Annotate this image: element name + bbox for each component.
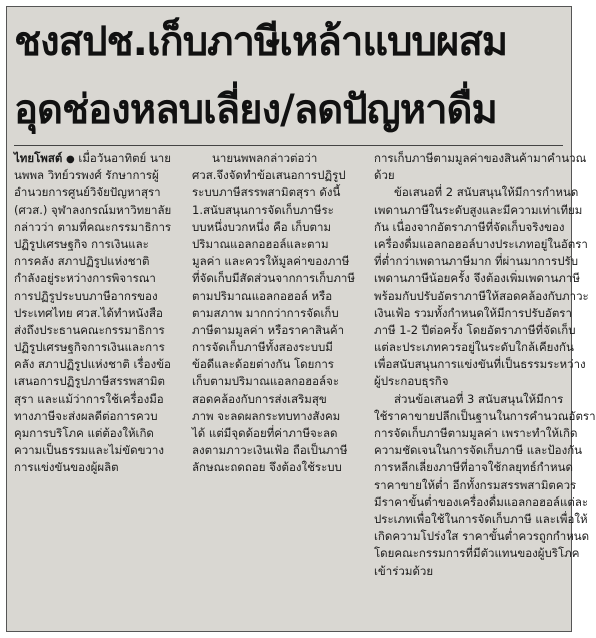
text-line: ที่จัดเก็บมีสัดส่วนจากการเก็บภาษี xyxy=(192,271,355,286)
text-line: ราคาขายให้ต่ำ อีกทั้งกรมสรรพสามิตควร xyxy=(374,477,577,492)
text-line: การจัดเก็บภาษีทั้งสองระบบมี xyxy=(192,340,333,355)
text-line: บบหนึ่งบวกหนึ่ง คือ เก็บตาม xyxy=(192,219,332,234)
text-line: ลักษณะถดถอย จึงต้องใช้ระบบ xyxy=(192,460,342,475)
text-line: มูลค่า และควรให้มูลค่าของภาษี xyxy=(192,254,350,269)
text-line: ภาษี 1-2 ปีต่อครั้ง โดยอัตราภาษีที่จัดเก็บ xyxy=(374,322,576,337)
text-line: ปฏิรูปเศรษฐกิจการเงินและการ xyxy=(14,340,165,355)
text-line: คลัง สภาปฏิรูปแห่งชาติ เรื่องข้อ xyxy=(14,357,171,372)
text-line: เสนอการปฏิรูปภาษีสรรพสามิต xyxy=(14,374,165,389)
byline-line xyxy=(14,150,182,167)
text-line: (ศวส.) จุฬาลงกรณ์มหาวิทยาลัย xyxy=(14,202,172,217)
text-line: ที่ต่ำกว่าเพดานภาษีมาก ที่ผ่านมาการปรับ xyxy=(374,254,579,269)
text-line: ปฏิรูปเศรษฐกิจ การเงินและ xyxy=(14,236,149,251)
text-line: 1.สนับสนุนการจัดเก็บภาษีระ xyxy=(192,202,334,217)
text-line: ใช้ราคาขายปลีกเป็นฐานในการคำนวณอัตรา xyxy=(374,408,596,423)
text-line: สอดคล้องกับการส่งเสริมสุข xyxy=(192,391,327,406)
text-line: นพพล วิทย์วรพงศ์ รักษาการผู้ xyxy=(14,168,159,183)
text-line: เพื่อสนับสนุนการแข่งขันที่เป็นธรรมระหว่าง xyxy=(374,357,586,372)
text-line: การเก็บภาษีตามมูลค่าของสินค้ามาคำนวณ xyxy=(374,151,587,165)
text-line: การจัดเก็บภาษีตามมูลค่า เพราะทำให้เกิด xyxy=(374,426,578,440)
text-line: พร้อมกับปรับอัตราภาษีให้สอดคล้องกับภาวะ xyxy=(374,288,589,303)
text-line: อำนวยการศูนย์วิจัยปัญหาสุรา xyxy=(14,185,161,200)
article-column-1 xyxy=(14,150,182,477)
text-line: ทางภาษีจะส่งผลดีต่อการควบ xyxy=(14,408,158,423)
text-line: ข้อเสนอที่ 2 สนับสนุนให้มีการกำหนด xyxy=(394,185,579,200)
text-line: คุมการบริโภค แต่ต้องให้เกิด xyxy=(14,426,154,440)
text-line: การคลัง สภาปฏิรูปแห่งชาติ xyxy=(14,254,150,269)
text-line: กำลังอยู่ระหว่างการพิจารณา xyxy=(14,271,156,286)
text-line: ความชัดเจนในการจัดเก็บภาษี และป้องกัน xyxy=(374,443,583,458)
text-line: เพดานภาษีน้อยครั้ง จึงต้องเพิ่มเพดานภาษี xyxy=(374,271,580,286)
text-line: เกิดความโปร่งใส ราคาขั้นต่ำควรถูกกำหนด xyxy=(374,529,590,544)
headline-line-1: ชงสปช.เก็บภาษีเหล้าแบบผสม xyxy=(14,19,508,65)
text-line: ภาพ จะลดผลกระทบทางสังคม xyxy=(192,408,341,423)
text-line: แต่ละประเภทควรอยู่ในระดับใกล้เคียงกัน xyxy=(374,340,574,355)
text-line: มีราคาขั้นต่ำของเครื่องดื่มแอลกอฮอล์แต่ละ xyxy=(374,494,589,509)
text-line: กัน เนื่องจากอัตราภาษีที่จัดเก็บจริงของ xyxy=(374,219,565,234)
text-line: กล่าวว่า ตามที่คณะกรรมาธิการ xyxy=(14,219,172,234)
text-line: ได้ แต่มีจุดด้อยที่ค่าภาษีจะลด xyxy=(192,426,338,440)
text-line: ผู้ประกอบธุรกิจ xyxy=(374,374,449,389)
text-line: ตามสภาพ มากกว่าการจัดเก็บ xyxy=(192,305,339,320)
text-line: ภาษีตามมูลค่า หรือราคาสินค้า xyxy=(192,322,345,337)
text-line: การปฏิรูประบบภาษีอากรของ xyxy=(14,288,158,303)
text-line: เพดานภาษีในระดับสูงและมีความเท่าเทียม xyxy=(374,202,583,217)
article-column-3 xyxy=(374,150,596,580)
text-line: เงินเฟ้อ รวมทั้งกำหนดให้มีการปรับอัตรา xyxy=(374,305,572,320)
headline-line-2: อุดช่องหลบเลี่ยง/ลดปัญหาดื่ม xyxy=(14,87,497,133)
text-line: ประเทศไทย ศวส.ได้ทำหนังสือ xyxy=(14,305,163,320)
text-line: ปริมาณแอลกอฮอล์และตาม xyxy=(192,236,329,251)
text-line: เครื่องดื่มแอลกอฮอล์บางประเภทอยู่ในอัตรา xyxy=(374,236,588,251)
text-line: ด้วย xyxy=(374,168,395,183)
text-line: ศวส.จึงจัดทำข้อเสนอการปฏิรูป xyxy=(192,168,346,183)
text-line: ส่งถึงประธานคณะกรรมาธิการ xyxy=(14,322,165,337)
headline-divider xyxy=(14,145,563,146)
bullet-icon: ● xyxy=(66,154,75,165)
text-line: ประเภทเพื่อใช้ในการจัดเก็บภาษี และเพื่อให้ xyxy=(374,511,588,526)
text-line: ระบบภาษีสรรพสามิตสุรา ดังนี้ xyxy=(192,185,341,200)
text-line: ความเป็นธรรมและไม่ขัดขวาง xyxy=(14,443,164,458)
text-line: เข้าร่วมด้วย xyxy=(374,563,434,578)
article-column-2 xyxy=(192,150,362,477)
text-line: ตามปริมาณแอลกอฮอล์ หรือ xyxy=(192,288,333,303)
text-line: ลงตามภาวะเงินเฟ้อ ถือเป็นภาษี xyxy=(192,443,348,458)
text-line: เก็บตามปริมาณแอลกอฮอล์จะ xyxy=(192,374,340,389)
text-line: การแข่งขันของผู้ผลิต xyxy=(14,460,119,475)
text-line: เมื่อวันอาทิตย์ นาย xyxy=(74,151,172,165)
source-label: ไทยโพสต์ xyxy=(14,151,63,165)
text-line: สุรา และแม้ว่าการใช้เครื่องมือ xyxy=(14,391,164,406)
text-line: นายนพพลกล่าวต่อว่า xyxy=(212,151,318,165)
text-line: การหลีกเลี่ยงภาษีที่อาจใช้กลยุทธ์กำหนด xyxy=(374,460,573,475)
text-line: ข้อดีและด้อยต่างกัน โดยการ xyxy=(192,357,334,372)
text-line: โดยคณะกรรมการที่มีตัวแทนของผู้บริโภค xyxy=(374,546,580,561)
text-line: ส่วนข้อเสนอที่ 3 สนับสนุนให้มีการ xyxy=(394,391,564,406)
